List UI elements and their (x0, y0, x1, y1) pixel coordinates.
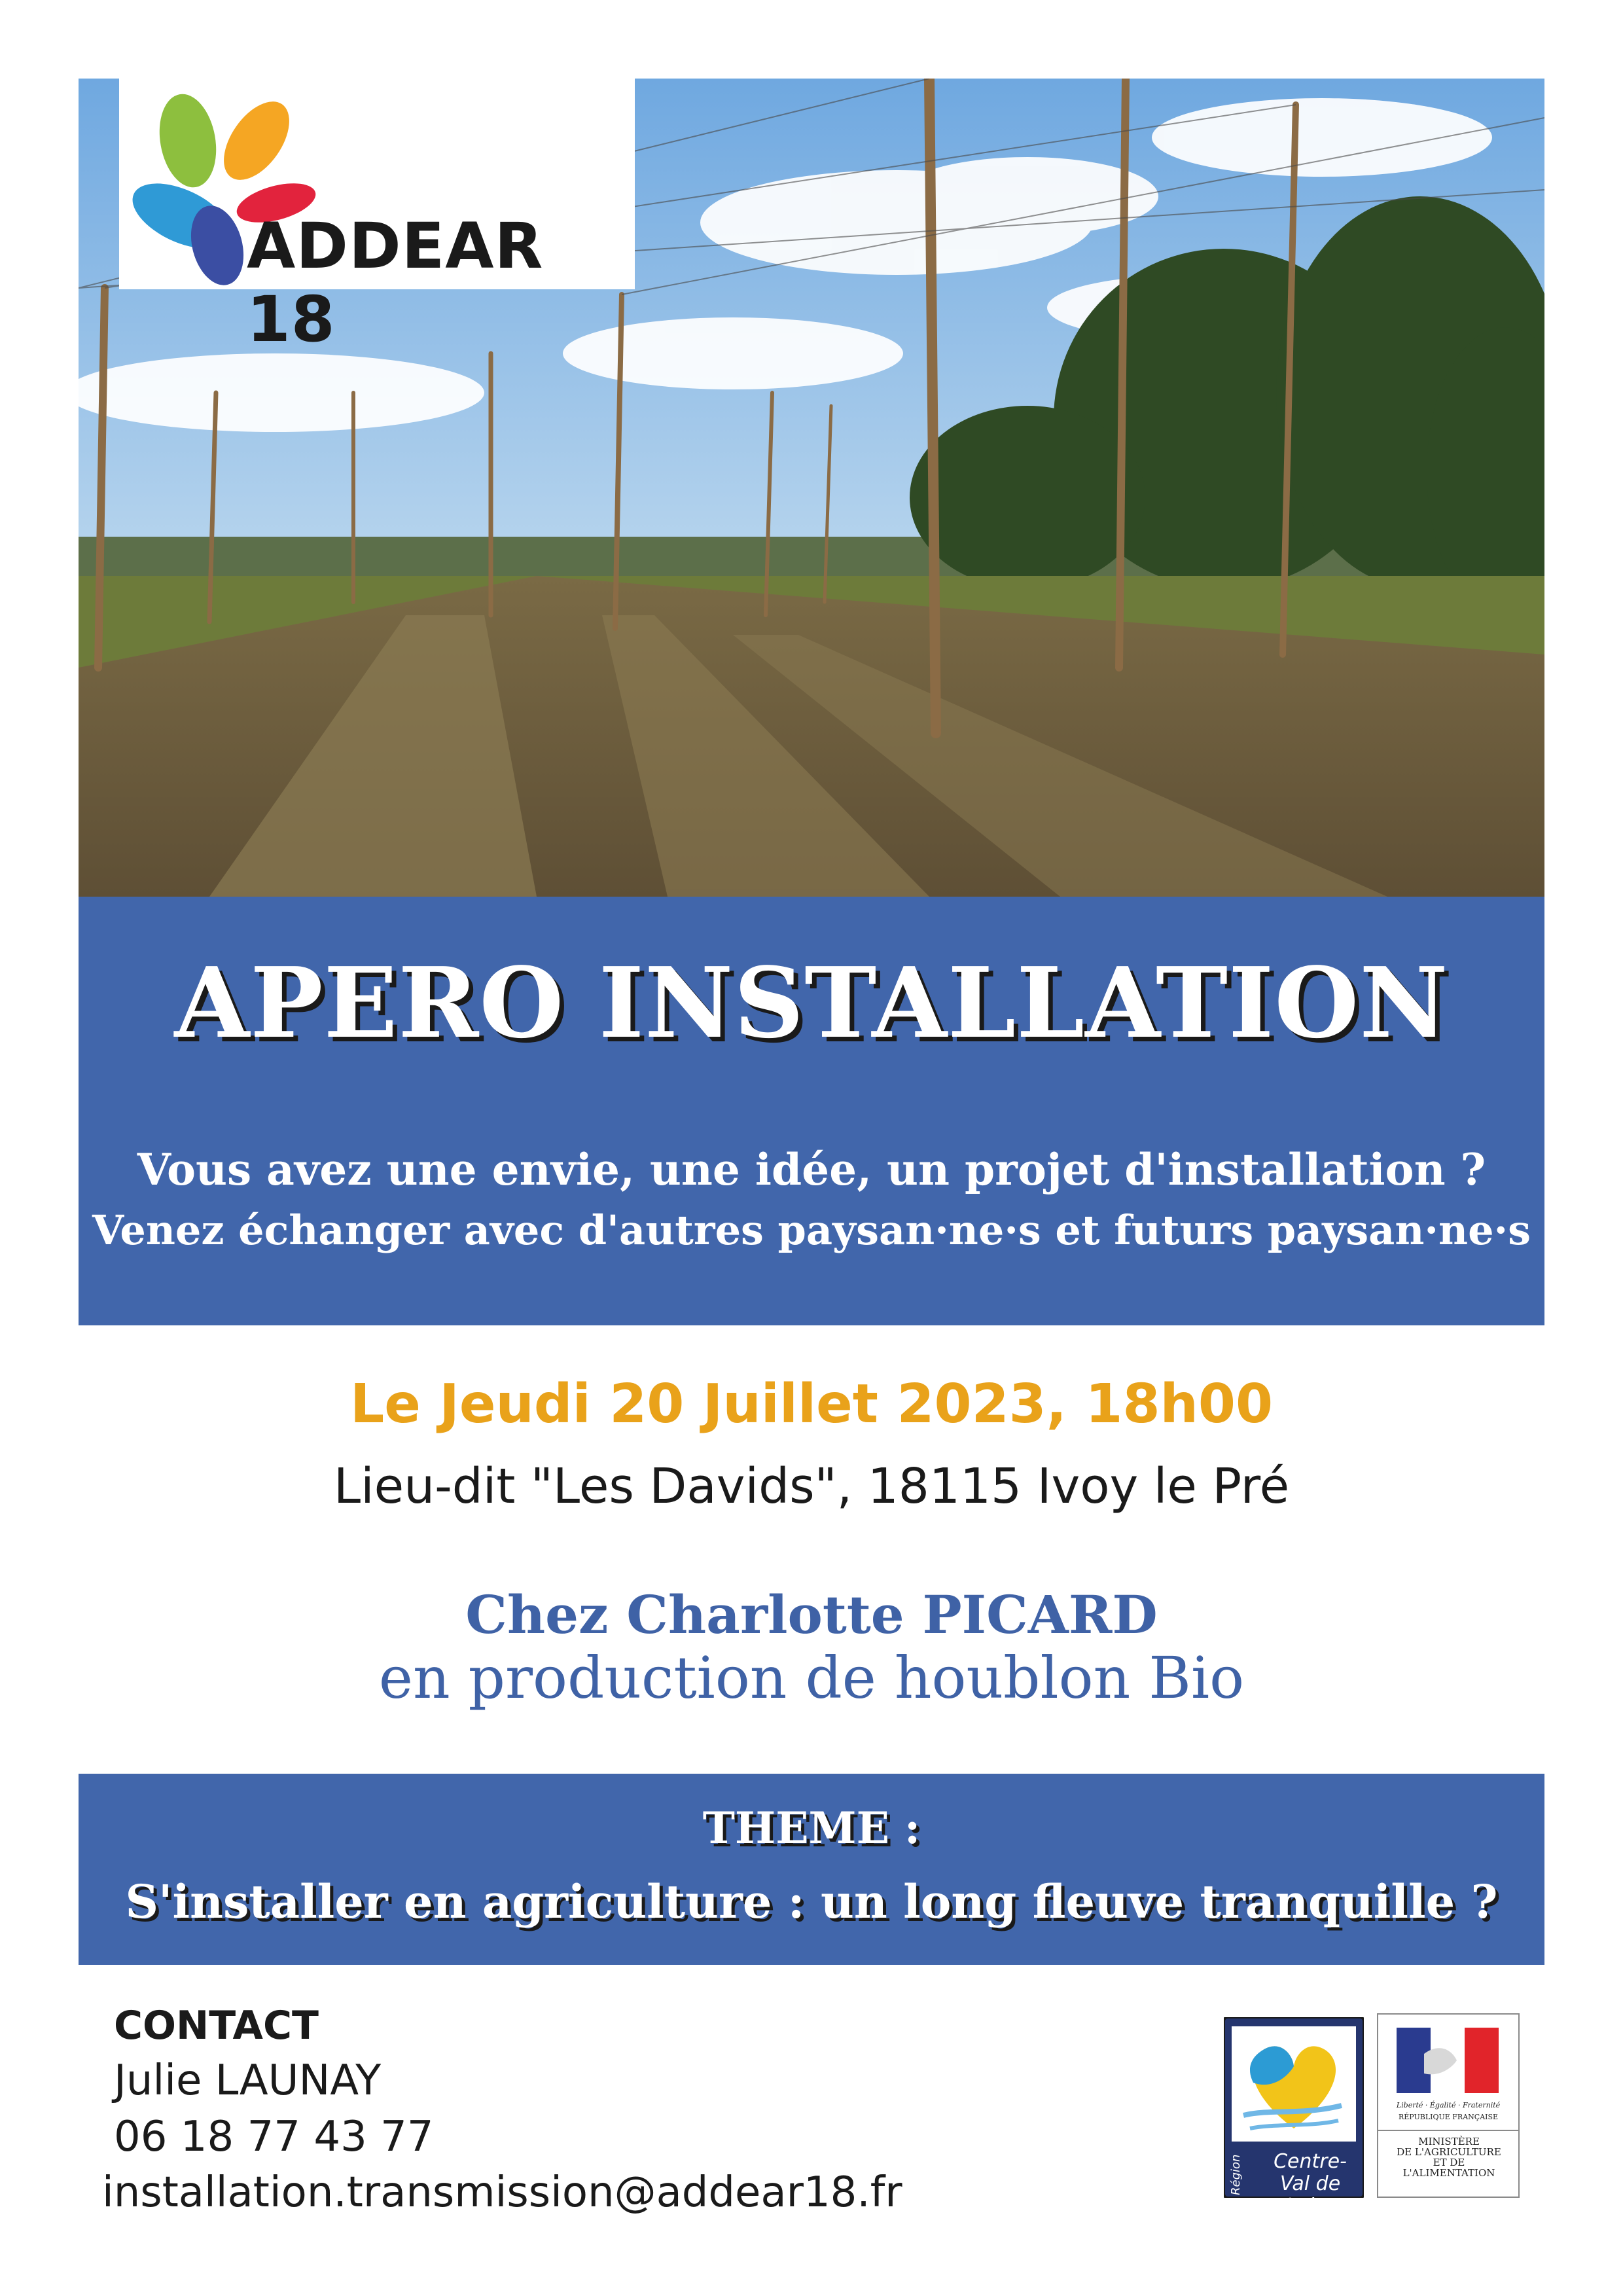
region-small-label: Région (1229, 2154, 1243, 2195)
event-production: en production de houblon Bio (378, 1644, 1245, 1712)
intro-line-1: Vous avez une envie, une idée, un projet d'installation ? (137, 1144, 1486, 1195)
event-date: Le Jeudi 20 Juillet 2023, 18h00 (349, 1373, 1273, 1435)
theme-label: THEME : (702, 1803, 921, 1854)
contact-email[interactable]: installation.transmission@addear18.fr (102, 2168, 902, 2217)
event-place: Lieu-dit "Les Davids", 18115 Ivoy le Pré (333, 1458, 1290, 1515)
intro-line-2: Venez échanger avec d'autres paysan·ne·s et futurs paysan·ne·s (92, 1206, 1531, 1254)
region-logo (1224, 2017, 1364, 2217)
logo-text: ADDEAR 18 (247, 209, 544, 356)
ministry-name: MINISTÈRE DE L'AGRICULTURE ET DE L'ALIMENTATION (1397, 2136, 1501, 2179)
addear-logo (119, 79, 635, 356)
logo-petal (152, 90, 223, 192)
region-name: Centre- Val de Loire (1274, 2150, 1347, 2217)
ministry-motto: Liberté · Égalité · Fraternité (1396, 2101, 1501, 2109)
contact-heading: CONTACT (114, 2003, 319, 2049)
contact-phone[interactable]: 06 18 77 43 77 (114, 2113, 434, 2161)
ministry-logo (1377, 2013, 1520, 2198)
ministry-divider (1378, 2130, 1518, 2131)
contact-name: Julie LAUNAY (114, 2056, 382, 2105)
event-host: Chez Charlotte PICARD (465, 1584, 1158, 1645)
ministry-republic: RÉPUBLIQUE FRANÇAISE (1398, 2113, 1499, 2121)
page-title: APERO INSTALLATION (174, 946, 1449, 1060)
french-flag-icon (1378, 2015, 1518, 2098)
logo-petal (211, 90, 302, 192)
theme-text: S'installer en agriculture : un long fleuve tranquille ? (125, 1874, 1498, 1929)
